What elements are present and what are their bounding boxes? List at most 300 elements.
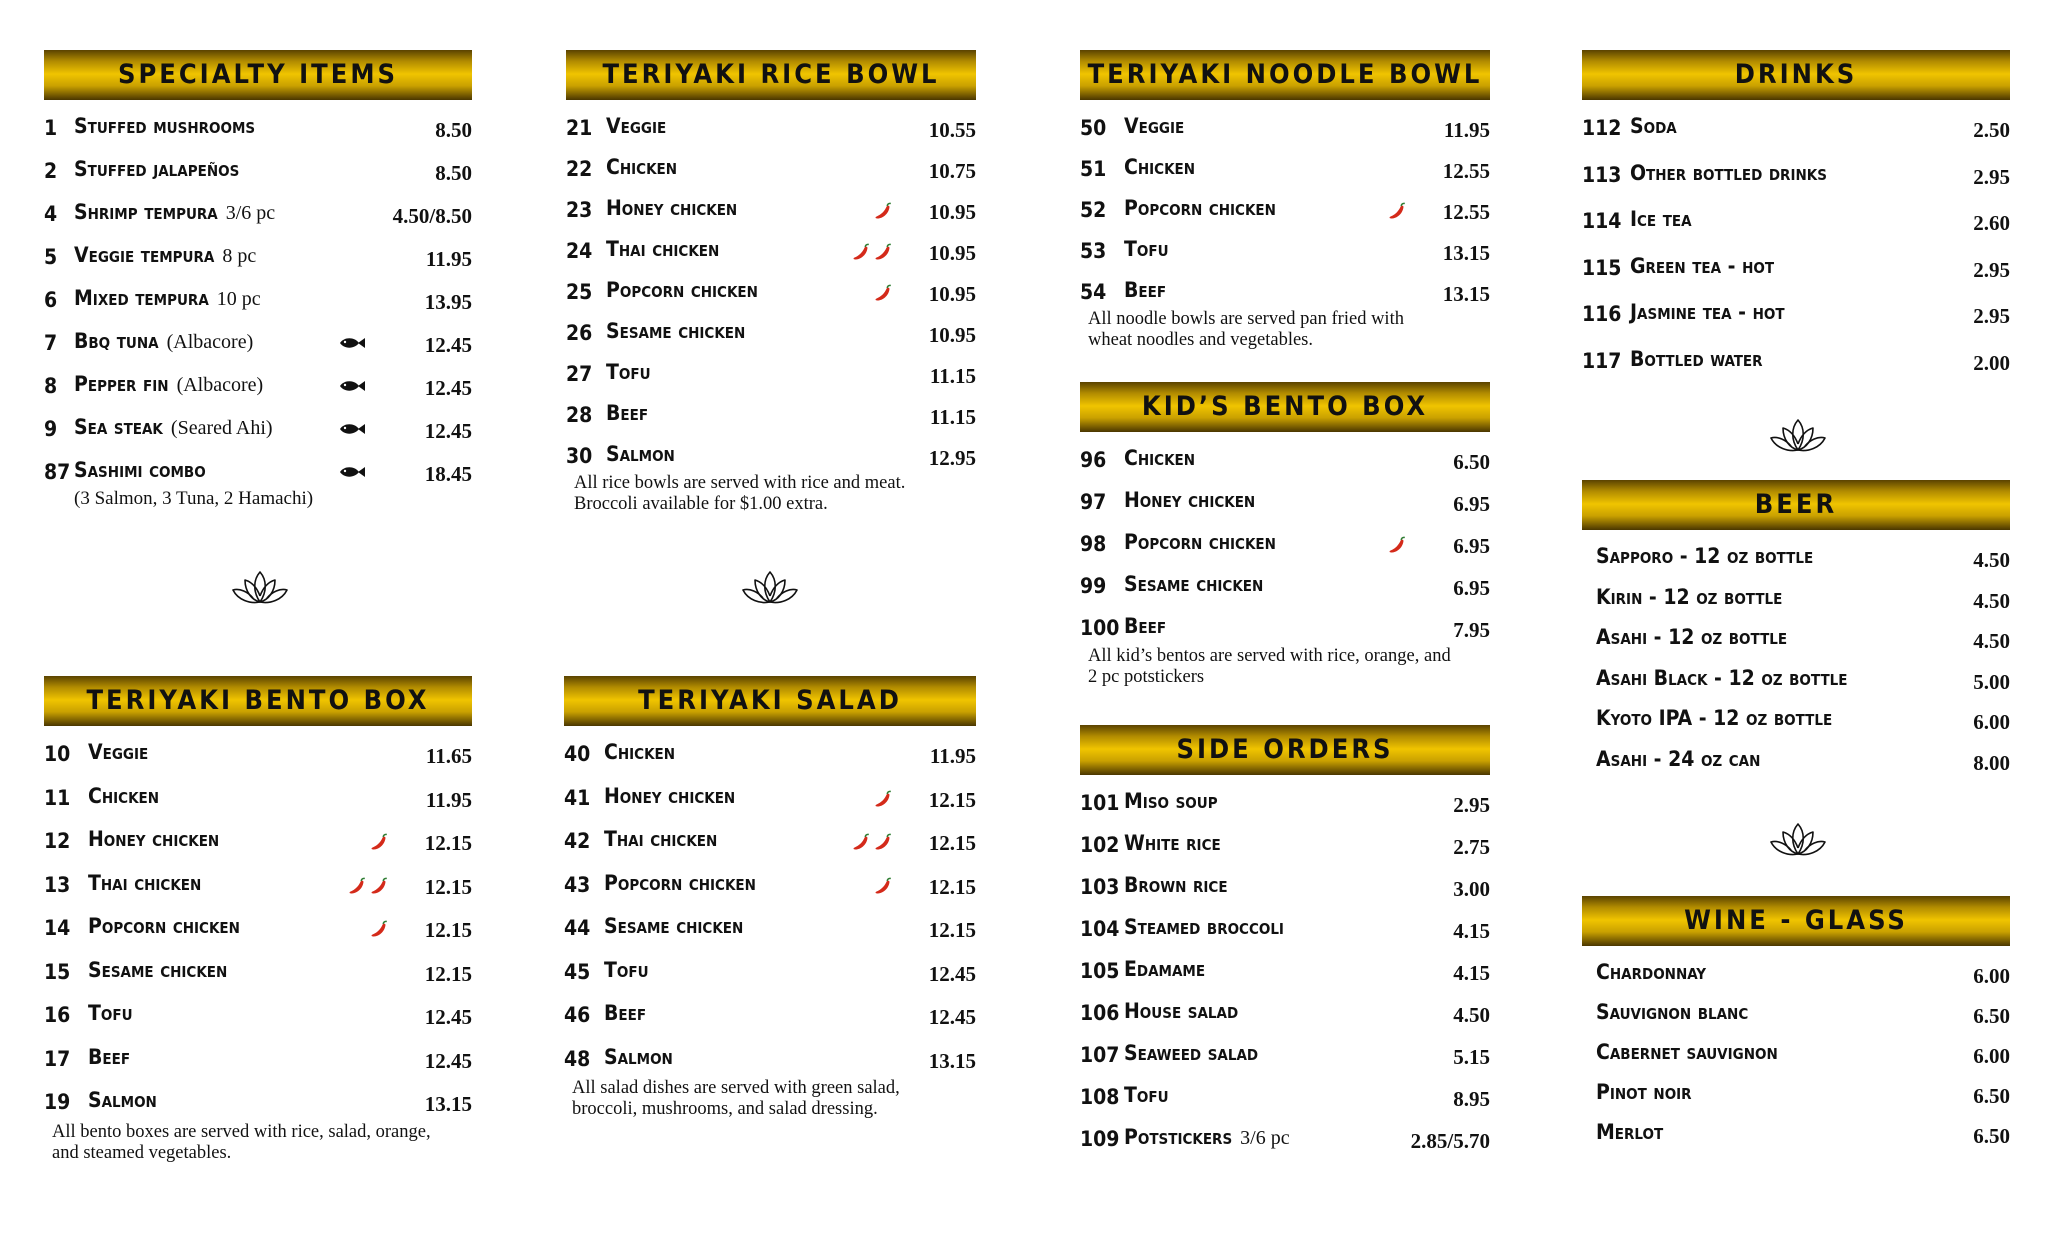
menu-section-beer (1582, 480, 2010, 783)
menu-item[interactable] (1582, 110, 2010, 157)
footnote-line: Broccoli available for $1.00 extra. (574, 494, 828, 514)
item-price: 11.65 (425, 744, 472, 768)
menu-item[interactable] (1582, 203, 2010, 250)
item-price: 4.50/8.50 (392, 204, 472, 228)
item-number: 108 (1080, 1085, 1120, 1109)
menu-item[interactable] (44, 110, 472, 153)
item-note: 8 pc (222, 245, 257, 267)
item-name-text: Thai chicken (88, 870, 202, 895)
item-name-text: Kyoto IPA - 12 oz bottle (1596, 706, 1833, 730)
item-name (1596, 1040, 1778, 1064)
item-name (1630, 114, 1677, 138)
menu-item[interactable] (44, 454, 472, 515)
item-list (1582, 540, 2010, 783)
item-name (88, 1088, 157, 1112)
menu-item[interactable] (1080, 995, 1490, 1037)
section-header: WINE - GLASS (1582, 896, 2010, 946)
item-number: 106 (1080, 1001, 1120, 1025)
chili-pepper-icon (872, 788, 894, 810)
menu-item[interactable] (44, 736, 472, 780)
item-list (44, 736, 472, 1128)
menu-item[interactable] (566, 315, 976, 356)
item-price: 6.50 (1973, 1004, 2010, 1028)
item-price: 12.55 (1442, 159, 1490, 183)
item-number: 100 (1080, 616, 1120, 640)
item-name (606, 237, 719, 261)
item-note: (Seared Ahi) (170, 417, 273, 439)
item-name (88, 914, 240, 938)
item-name (88, 1001, 133, 1025)
item-price: 4.50 (1973, 548, 2010, 572)
item-price: 13.15 (1442, 241, 1490, 265)
item-number: 2 (44, 159, 58, 183)
menu-item[interactable] (1080, 869, 1490, 911)
item-name-text: Popcorn chicken (604, 870, 756, 895)
menu-item[interactable] (1080, 610, 1490, 652)
item-name (604, 784, 735, 808)
item-name-text: Beef (606, 401, 649, 425)
item-name (1596, 544, 1813, 568)
item-number: 25 (566, 280, 593, 304)
spicy-indicator (368, 918, 390, 944)
item-name-text: Miso soup (1124, 789, 1218, 813)
menu-item[interactable] (1080, 953, 1490, 995)
menu-section-wine (1582, 896, 2010, 1156)
item-number: 45 (564, 959, 591, 984)
item-number: 11 (44, 785, 71, 810)
menu-item[interactable] (1582, 956, 2010, 996)
item-number: 7 (44, 331, 58, 355)
item-name-text: Stuffed jalapeños (74, 157, 240, 181)
item-price: 12.45 (424, 333, 472, 357)
item-name (1630, 300, 1785, 324)
lotus-icon (230, 568, 290, 612)
item-price: 12.45 (424, 419, 472, 443)
menu-item[interactable] (44, 411, 472, 454)
item-price: 12.15 (928, 874, 976, 899)
item-name (604, 1045, 673, 1069)
footnote-line: 2 pc potstickers (1088, 667, 1205, 687)
fish-icon (338, 335, 366, 351)
menu-item[interactable] (566, 274, 976, 315)
item-number: 51 (1080, 157, 1107, 181)
menu-item[interactable] (564, 910, 976, 954)
item-name (1124, 789, 1218, 813)
item-price: 10.95 (928, 241, 976, 265)
item-name-text: Potstickers (1124, 1125, 1233, 1149)
section-footnote (1080, 309, 1490, 351)
item-number: 116 (1582, 302, 1622, 326)
item-number: 22 (566, 157, 593, 181)
menu-item[interactable] (1080, 1079, 1490, 1121)
section-header: TERIYAKI SALAD (564, 676, 976, 726)
item-price: 6.00 (1973, 1044, 2010, 1068)
item-note: 3/6 pc (1240, 1127, 1290, 1149)
item-name-text: Sapporo - 12 oz bottle (1596, 544, 1814, 568)
item-price: 6.00 (1973, 964, 2010, 988)
item-price: 6.95 (1453, 492, 1490, 516)
menu-item[interactable] (44, 196, 472, 239)
section-footnote (44, 1122, 472, 1164)
menu-item[interactable] (44, 1084, 472, 1128)
item-name (1630, 347, 1763, 371)
menu-item[interactable] (1582, 743, 2010, 784)
item-name (1630, 254, 1774, 278)
menu-item[interactable] (566, 110, 976, 151)
item-name-text: Tofu (606, 360, 651, 384)
item-number: 42 (564, 829, 591, 853)
item-number: 44 (564, 916, 591, 940)
item-number: 97 (1080, 490, 1107, 514)
chili-pepper-icon (872, 831, 894, 853)
item-price: 3.00 (1453, 877, 1490, 901)
item-number: 26 (566, 321, 593, 345)
item-name-text: Honey chicken (1124, 488, 1256, 512)
menu-item[interactable] (1080, 827, 1490, 869)
item-number: 43 (564, 872, 591, 897)
item-name (74, 329, 253, 354)
chili-pepper-icon (872, 241, 894, 263)
item-name (1596, 706, 1832, 730)
menu-item[interactable] (1582, 996, 2010, 1036)
menu-item[interactable] (1080, 526, 1490, 568)
item-name-text: Chicken (606, 155, 678, 179)
section-header: DRINKS (1582, 50, 2010, 100)
item-name (1124, 1041, 1258, 1065)
menu-item[interactable] (566, 233, 976, 274)
fish-indicator (338, 464, 366, 484)
menu-item[interactable] (1080, 151, 1490, 192)
item-price: 12.15 (928, 787, 976, 812)
item-name-text: Chicken (1124, 446, 1196, 470)
item-number: 24 (566, 239, 593, 263)
item-name (74, 157, 239, 181)
item-number: 13 (44, 872, 71, 897)
item-list (564, 736, 976, 1084)
item-name-text: Salmon (604, 1044, 673, 1069)
footnote-line: broccoli, mushrooms, and salad dressing. (572, 1099, 878, 1119)
item-price: 10.75 (928, 159, 976, 183)
menu-item[interactable] (44, 910, 472, 954)
item-name-text: Asahi - 24 oz can (1596, 746, 1761, 771)
item-name-text: Merlot (1596, 1120, 1664, 1144)
item-name-text: Chicken (1124, 155, 1196, 179)
menu-item[interactable] (1582, 157, 2010, 204)
footnote-line: All salad dishes are served with green salad, (572, 1078, 900, 1098)
lotus-icon (1768, 820, 1828, 864)
menu-item[interactable] (44, 153, 472, 196)
chili-pepper-icon (368, 918, 390, 940)
menu-item[interactable] (44, 867, 472, 911)
item-price: 7.95 (1453, 618, 1490, 642)
menu-item[interactable] (1080, 1037, 1490, 1079)
menu-item[interactable] (564, 823, 976, 867)
item-number: 104 (1080, 917, 1120, 941)
item-name-text: Tofu (1124, 237, 1169, 261)
item-number: 15 (44, 959, 71, 984)
menu-item[interactable] (566, 192, 976, 233)
item-name-text: Veggie (1124, 114, 1185, 138)
item-name (606, 401, 648, 425)
item-number: 99 (1080, 574, 1107, 598)
menu-item[interactable] (1582, 1036, 2010, 1076)
item-number: 28 (566, 403, 593, 427)
item-number: 19 (44, 1090, 71, 1114)
menu-item[interactable] (44, 282, 472, 325)
item-name-text: Tofu (88, 1001, 133, 1025)
item-name-text: Veggie (88, 740, 149, 764)
item-name (1596, 666, 1847, 690)
fish-indicator (338, 335, 366, 355)
spicy-indicator (368, 831, 390, 857)
chili-pepper-icon (872, 875, 894, 897)
item-price: 13.15 (1442, 282, 1490, 306)
item-price: 6.50 (1453, 450, 1490, 474)
menu-item[interactable] (564, 736, 976, 780)
item-price: 12.15 (424, 918, 472, 942)
item-name-text: White rice (1124, 831, 1221, 855)
item-number: 105 (1080, 959, 1120, 983)
chili-pepper-icon (872, 282, 894, 304)
menu-item[interactable] (564, 997, 976, 1041)
item-list (1582, 956, 2010, 1156)
item-name-text: Thai chicken (604, 827, 718, 851)
item-price: 2.95 (1973, 304, 2010, 328)
menu-item[interactable] (1080, 274, 1490, 315)
item-name-text: Cabernet sauvignon (1596, 1040, 1778, 1064)
item-name (74, 286, 261, 311)
menu-item[interactable] (1080, 785, 1490, 827)
item-name-text: Popcorn chicken (88, 914, 240, 938)
menu-item[interactable] (44, 325, 472, 368)
spicy-indicator (872, 875, 894, 901)
item-number: 6 (44, 288, 58, 312)
item-number: 96 (1080, 448, 1107, 472)
menu-item[interactable] (1080, 110, 1490, 151)
item-number: 27 (566, 362, 593, 386)
item-price: 11.15 (929, 364, 976, 388)
item-price: 12.95 (928, 446, 976, 470)
menu-item[interactable] (1080, 192, 1490, 233)
item-name-text: Chardonnay (1596, 960, 1707, 984)
menu-item[interactable] (1080, 568, 1490, 610)
item-number: 101 (1080, 791, 1120, 815)
spicy-indicator (872, 200, 894, 226)
item-price: 8.50 (435, 118, 472, 142)
item-name (1596, 1080, 1692, 1104)
menu-item[interactable] (1582, 540, 2010, 581)
fish-indicator (338, 421, 366, 441)
menu-item[interactable] (566, 356, 976, 397)
item-price: 4.15 (1453, 919, 1490, 943)
item-name-text: House salad (1124, 999, 1239, 1023)
item-price: 4.50 (1973, 629, 2010, 653)
item-price: 2.50 (1973, 118, 2010, 142)
menu-item[interactable] (1080, 911, 1490, 953)
item-list (566, 110, 976, 479)
item-number: 40 (564, 742, 591, 766)
item-name-text: Jasmine tea - hot (1630, 300, 1785, 324)
item-name (88, 871, 201, 895)
item-name-text: Popcorn chicken (606, 278, 758, 302)
item-price: 12.15 (928, 831, 976, 855)
menu-item[interactable] (1582, 1116, 2010, 1156)
item-number: 48 (564, 1046, 591, 1071)
item-number: 113 (1582, 162, 1622, 187)
item-price: 10.95 (928, 323, 976, 347)
item-name-text: Thai chicken (606, 237, 720, 261)
item-name (1124, 572, 1263, 596)
item-list (1080, 110, 1490, 315)
menu-item[interactable] (1582, 296, 2010, 343)
item-number: 1 (44, 116, 58, 140)
item-name-text: Honey chicken (606, 196, 738, 220)
menu-item[interactable] (44, 780, 472, 824)
menu-item[interactable] (1582, 621, 2010, 662)
chili-pepper-icon (850, 241, 872, 263)
item-name (1124, 196, 1276, 220)
item-name-text: Honey chicken (604, 783, 736, 808)
item-number: 46 (564, 1003, 591, 1027)
menu-item[interactable] (1080, 1121, 1490, 1163)
menu-item[interactable] (566, 397, 976, 438)
item-price: 6.00 (1973, 710, 2010, 734)
item-name (1124, 1083, 1169, 1107)
item-name (1596, 1120, 1663, 1144)
menu-section-specialty (44, 50, 472, 515)
item-price: 12.45 (424, 1048, 472, 1073)
section-header: SPECIALTY ITEMS (44, 50, 472, 100)
item-name-text: Veggie tempura (74, 243, 215, 267)
item-name-text: Chicken (604, 740, 676, 764)
item-name (74, 415, 273, 440)
item-name-text: Sesame chicken (88, 957, 228, 982)
item-name (1596, 747, 1760, 771)
item-price: 13.15 (928, 1048, 976, 1073)
item-list (1080, 785, 1490, 1163)
item-name (1124, 614, 1166, 638)
menu-item[interactable] (566, 438, 976, 479)
fish-icon (338, 378, 366, 394)
item-price: 5.00 (1973, 669, 2010, 694)
item-name-text: Tofu (1124, 1083, 1169, 1107)
menu-item[interactable] (1582, 343, 2010, 390)
item-name-text: Asahi - 12 oz bottle (1596, 625, 1788, 649)
menu-item[interactable] (564, 1041, 976, 1085)
menu-item[interactable] (564, 954, 976, 998)
menu-item[interactable] (566, 151, 976, 192)
item-number: 117 (1582, 348, 1622, 373)
item-number: 53 (1080, 239, 1107, 263)
item-note: (Albacore) (166, 331, 254, 353)
item-name-text: Honey chicken (88, 827, 220, 851)
item-number: 102 (1080, 833, 1120, 857)
menu-item[interactable] (1080, 233, 1490, 274)
footnote-line: wheat noodles and vegetables. (1088, 330, 1314, 350)
menu-item[interactable] (1582, 702, 2010, 743)
item-list (44, 110, 472, 515)
item-name (1124, 957, 1205, 981)
lotus-icon (1768, 820, 1828, 860)
item-price: 11.95 (929, 744, 976, 768)
item-price: 11.95 (425, 247, 472, 271)
item-name (1124, 530, 1276, 554)
item-note: (Albacore) (176, 374, 264, 396)
menu-item[interactable] (564, 867, 976, 911)
menu-item[interactable] (44, 239, 472, 282)
item-name-text: Sashimi combo (74, 458, 206, 482)
item-name-text: Stuffed mushrooms (74, 114, 256, 138)
menu-item[interactable] (1080, 484, 1490, 526)
lotus-icon (1768, 416, 1828, 460)
item-name-text: Sesame chicken (606, 319, 746, 343)
item-name (604, 827, 717, 851)
item-price: 6.50 (1973, 1084, 2010, 1108)
menu-item[interactable] (44, 1041, 472, 1085)
chili-pepper-icon (368, 875, 390, 897)
item-name-text: Sea steak (74, 415, 163, 439)
item-price: 2.85/5.70 (1410, 1129, 1490, 1153)
item-name-text: Sauvignon blanc (1596, 1000, 1749, 1024)
footnote-line: All kid’s bentos are served with rice, orange, and (1088, 646, 1451, 666)
item-number: 12 (44, 829, 71, 853)
item-name (1124, 999, 1238, 1023)
lotus-icon (230, 568, 290, 608)
item-price: 6.95 (1453, 576, 1490, 600)
menu-item[interactable] (44, 954, 472, 998)
spicy-indicator (850, 241, 894, 267)
menu-item[interactable] (1582, 581, 2010, 622)
menu-item[interactable] (44, 368, 472, 411)
item-name-text: Other bottled drinks (1630, 160, 1827, 185)
menu-item[interactable] (44, 823, 472, 867)
menu-item[interactable] (1582, 1076, 2010, 1116)
item-price: 5.15 (1453, 1045, 1490, 1069)
item-name-text: Tofu (604, 957, 649, 982)
menu-item[interactable] (44, 997, 472, 1041)
item-price: 12.45 (424, 1005, 472, 1029)
menu-item[interactable] (1582, 250, 2010, 297)
spicy-indicator (1386, 534, 1408, 560)
item-price: 8.50 (435, 161, 472, 185)
item-name (1596, 585, 1782, 609)
item-number: 5 (44, 245, 58, 269)
menu-item[interactable] (1080, 442, 1490, 484)
lotus-icon (740, 568, 800, 612)
item-name-text: Green tea - hot (1630, 253, 1775, 278)
item-price: 13.95 (424, 290, 472, 314)
menu-section-kids-bento (1080, 382, 1490, 688)
footnote-line: All noodle bowls are served pan fried with (1088, 309, 1404, 329)
item-name (1124, 114, 1184, 138)
item-number: 103 (1080, 875, 1120, 899)
item-name-text: Sesame chicken (1124, 572, 1264, 596)
item-name (604, 958, 649, 982)
item-name-text: Edamame (1124, 957, 1206, 981)
item-number: 50 (1080, 116, 1107, 140)
item-number: 87 (44, 460, 71, 484)
menu-item[interactable] (1582, 662, 2010, 703)
item-name (74, 372, 263, 397)
menu-section-side-orders (1080, 725, 1490, 1163)
item-number: 107 (1080, 1043, 1120, 1067)
item-name-text: Seaweed salad (1124, 1041, 1259, 1065)
menu-item[interactable] (564, 780, 976, 824)
item-name (1596, 960, 1706, 984)
item-name (604, 1001, 646, 1025)
menu-section-noodle-bowl (1080, 50, 1490, 351)
item-name (74, 243, 256, 268)
